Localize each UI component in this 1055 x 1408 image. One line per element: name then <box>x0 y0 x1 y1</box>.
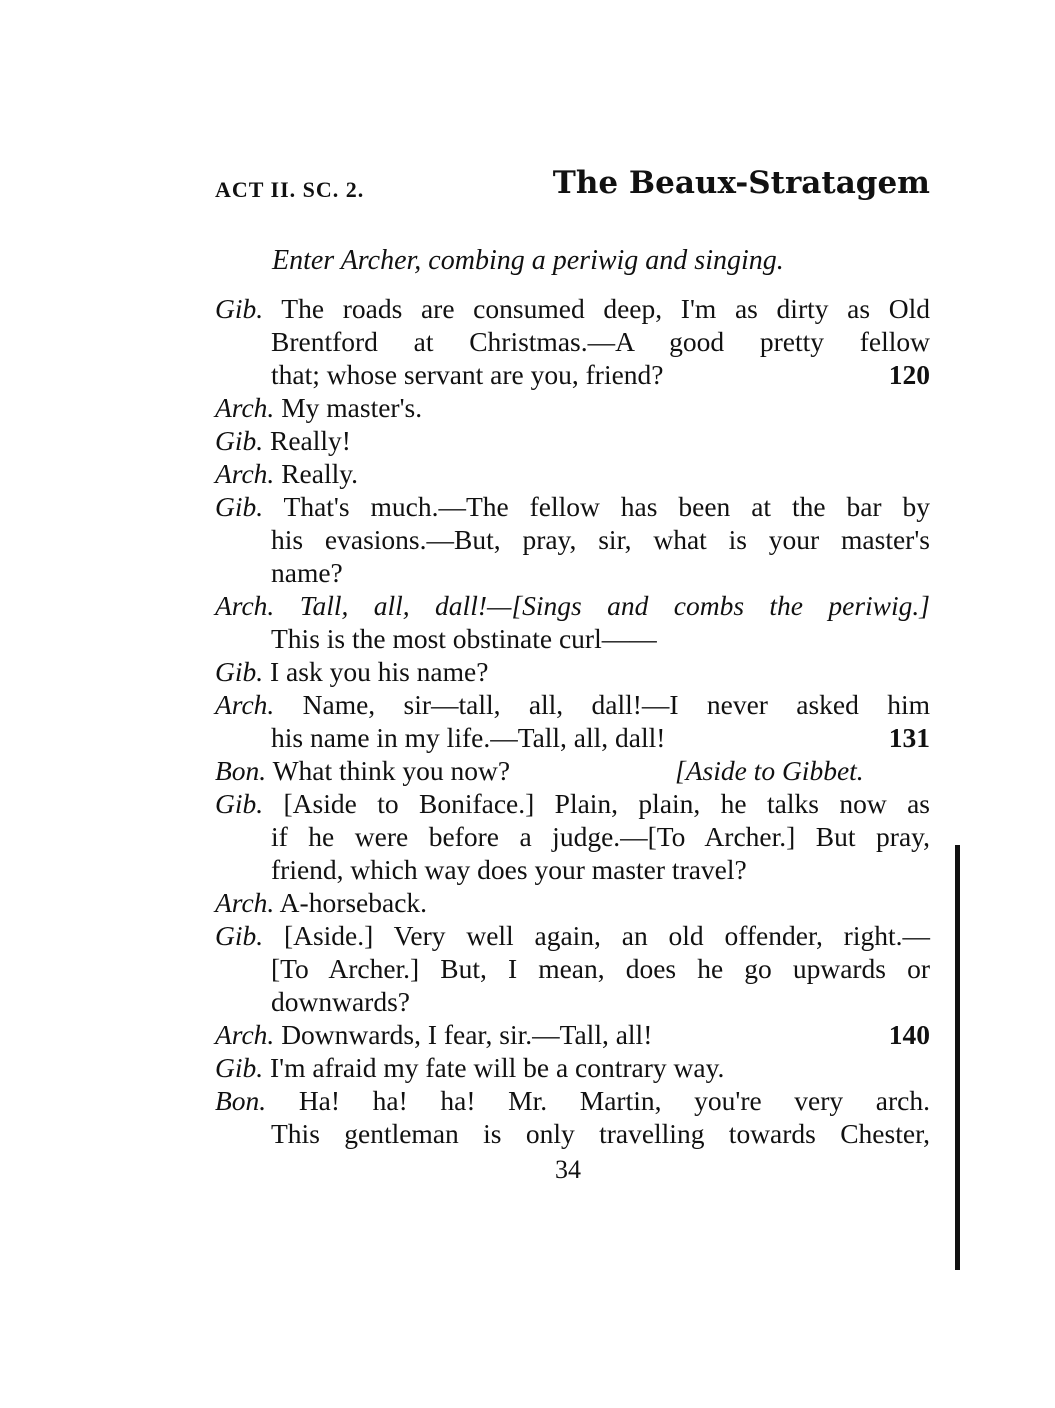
line-text: [To Archer.] But, I mean, does he go upwards or <box>271 953 930 984</box>
line-text: A-horseback. <box>274 887 428 918</box>
dialogue-line <box>215 787 930 820</box>
dialogue-line <box>215 754 930 787</box>
speaker-label: Arch. <box>215 887 275 918</box>
line-text: name? <box>271 557 343 588</box>
dialogue-line <box>215 523 930 556</box>
dialogue-line <box>215 358 930 391</box>
running-title: The Beaux-Stratagem <box>552 165 930 201</box>
line-number: 131 <box>888 722 930 753</box>
sung-line: Tall, all, dall!—[Sings and combs the periwig.] <box>299 590 930 621</box>
dialogue-line <box>215 457 930 490</box>
line-text: Name, sir—tall, all, dall!—I never asked him <box>274 689 930 720</box>
line-text: Ha! ha! ha! Mr. Martin, you're very arch. <box>266 1085 930 1116</box>
line-text: This is the most obstinate curl—— <box>271 623 657 654</box>
line-text: that; whose servant are you, friend? <box>271 359 664 390</box>
line-text: Really. <box>274 458 359 489</box>
margin-rule <box>955 845 960 1270</box>
stage-direction: Enter Archer, combing a periwig and singing. <box>272 245 784 276</box>
dialogue-line <box>215 1018 930 1051</box>
line-text: if he were before a judge.—[To Archer.] But pray, <box>271 821 930 852</box>
speaker-label: Gib. <box>215 788 264 819</box>
dialogue-line <box>215 853 930 886</box>
line-text: his name in my life.—Tall, all, dall! <box>271 722 666 753</box>
line-text: [Aside to Boniface.] Plain, plain, he talks now as <box>263 788 930 819</box>
line-text: The roads are consumed deep, I'm as dirty as Old <box>263 293 930 324</box>
page-number: 34 <box>555 1155 581 1184</box>
speaker-label: Arch. <box>215 1019 275 1050</box>
line-text: [Aside.] Very well again, an old offender, right.— <box>263 920 930 951</box>
dialogue-line <box>215 721 930 754</box>
line-text: friend, which way does your master travel? <box>271 854 747 885</box>
line-text: That's much.—The fellow has been at the bar by <box>263 491 930 522</box>
dialogue-line <box>215 556 930 589</box>
dialogue-line <box>215 1084 930 1117</box>
dialogue-line <box>215 1051 930 1084</box>
speaker-label: Arch. <box>215 392 275 423</box>
dialogue-line <box>215 622 930 655</box>
speaker-label: Bon. <box>215 755 267 786</box>
line-text <box>274 590 299 621</box>
line-text: I'm afraid my fate will be a contrary way. <box>263 1052 725 1083</box>
speaker-label: Gib. <box>215 491 264 522</box>
dialogue-line <box>215 1117 930 1150</box>
line-text: downwards? <box>271 986 410 1017</box>
dialogue-line <box>215 655 930 688</box>
speaker-label: Arch. <box>215 590 275 621</box>
line-text: Brentford at Christmas.—A good pretty fellow <box>271 326 930 357</box>
dialogue-line <box>215 886 930 919</box>
dialogue-line <box>215 820 930 853</box>
dialogue-line <box>215 325 930 358</box>
line-text: I ask you his name? <box>263 656 489 687</box>
dialogue-line <box>215 490 930 523</box>
speaker-label: Bon. <box>215 1085 267 1116</box>
speaker-label: Gib. <box>215 920 264 951</box>
dialogue-line <box>215 985 930 1018</box>
speaker-label: Gib. <box>215 1052 264 1083</box>
dialogue-line <box>215 589 930 622</box>
speaker-label: Arch. <box>215 689 275 720</box>
aside-direction: [Aside to Gibbet. <box>675 755 864 786</box>
line-number: 140 <box>888 1019 930 1050</box>
line-text: My master's. <box>274 392 423 423</box>
dialogue-line <box>215 292 930 325</box>
dialogue-line <box>215 424 930 457</box>
line-text: This gentleman is only travelling towards Chester, <box>271 1118 930 1149</box>
dialogue-line <box>215 952 930 985</box>
line-text: Really! <box>263 425 351 456</box>
line-text: Downwards, I fear, sir.—Tall, all! <box>274 1019 653 1050</box>
act-scene-label: ACT II. SC. 2. <box>215 177 365 202</box>
dialogue-line <box>215 391 930 424</box>
line-text: What think you now? <box>266 755 511 786</box>
dialogue-line <box>215 688 930 721</box>
dialogue-block <box>215 292 930 1150</box>
speaker-label: Gib. <box>215 425 264 456</box>
speaker-label: Gib. <box>215 656 264 687</box>
dialogue-line <box>215 919 930 952</box>
running-header <box>215 165 930 215</box>
speaker-label: Arch. <box>215 458 275 489</box>
line-number: 120 <box>888 359 930 390</box>
line-text: his evasions.—But, pray, sir, what is your master's <box>271 524 930 555</box>
speaker-label: Gib. <box>215 293 264 324</box>
